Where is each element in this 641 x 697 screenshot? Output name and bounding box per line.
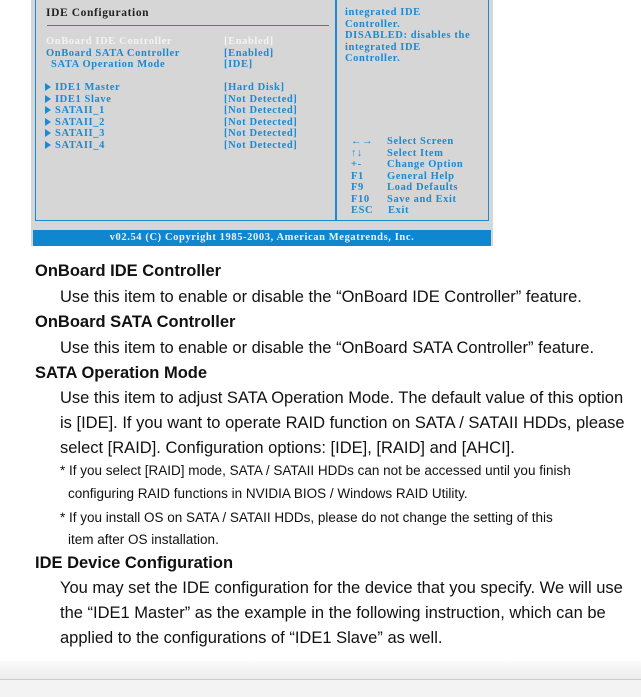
device-value: [Hard Disk]	[224, 82, 285, 93]
heading-ide-device: IDE Device Configuration	[35, 554, 234, 572]
key-name: ESC	[351, 205, 374, 216]
submenu-arrow-icon	[45, 118, 51, 126]
setting-label: OnBoard SATA Controller	[46, 48, 180, 59]
panel-divider	[335, 0, 337, 220]
heading-onboard-ide: OnBoard IDE Controller	[35, 262, 222, 280]
bios-title: IDE Configuration	[46, 7, 150, 19]
key-desc: General Help	[387, 171, 455, 182]
taskbar	[0, 680, 641, 697]
key-name: F9	[351, 182, 364, 193]
key-name: ←→	[351, 136, 374, 147]
paragraph-line: You may set the IDE configuration for the device that you specify. We will use	[60, 579, 623, 597]
key-desc: Save and Exit	[387, 194, 457, 205]
help-line: Controller.	[345, 18, 401, 30]
device-label: SATAII_4	[55, 140, 105, 151]
setting-label: SATA Operation Mode	[51, 59, 166, 70]
paragraph: Use this item to enable or disable the “OnBoard IDE Controller” feature.	[60, 288, 582, 306]
setting-onboard-sata[interactable]	[46, 48, 274, 59]
note-line: * If you select [RAID] mode, SATA / SATAII HDDs can not be accessed until you finish	[60, 463, 571, 478]
note-line: configuring RAID functions in NVIDIA BIOS / Windows RAID Utility.	[68, 486, 468, 501]
key-legend	[351, 205, 410, 216]
paragraph: Use this item to enable or disable the “OnBoard SATA Controller” feature.	[60, 339, 595, 357]
help-line: integrated IDE	[345, 7, 421, 18]
key-legend	[351, 171, 455, 182]
device-value: [Not Detected]	[224, 94, 298, 105]
paragraph-line: is [IDE]. If you want to operate RAID function on SATA / SATAII HDDs, please	[60, 414, 625, 432]
key-desc: Change Option	[387, 159, 464, 170]
device-sataii-1[interactable]	[45, 105, 298, 116]
setting-sata-mode[interactable]	[51, 59, 253, 70]
key-name: +-	[351, 159, 362, 170]
submenu-arrow-icon	[45, 106, 51, 114]
paragraph-line: select [RAID]. Configuration options: [IDE], [RAID] and [AHCI].	[60, 439, 515, 457]
device-value: [Not Detected]	[224, 128, 298, 139]
device-value: [Not Detected]	[224, 140, 298, 151]
key-legend	[351, 182, 459, 193]
paragraph-line: applied to the configurations of “IDE1 Slave” as well.	[60, 629, 443, 647]
key-desc: Load Defaults	[387, 182, 459, 193]
device-sataii-4[interactable]	[45, 140, 298, 151]
submenu-arrow-icon	[45, 95, 51, 103]
device-label: SATAII_2	[55, 117, 105, 128]
title-underline	[47, 25, 329, 26]
setting-value: [Enabled]	[224, 36, 274, 47]
key-legend	[351, 148, 444, 159]
key-desc: Exit	[388, 205, 410, 216]
device-ide1-master[interactable]	[45, 82, 285, 93]
viewer-toolbar	[0, 661, 641, 680]
help-line: Controller.	[345, 53, 401, 64]
setting-value: [Enabled]	[224, 48, 274, 59]
key-name: F10	[351, 194, 370, 205]
key-legend	[351, 194, 457, 205]
device-ide1-slave[interactable]	[45, 94, 298, 105]
key-name: F1	[351, 171, 364, 182]
heading-sata-mode: SATA Operation Mode	[35, 364, 208, 382]
device-value: [Not Detected]	[224, 105, 298, 116]
key-name: ↑↓	[351, 148, 363, 159]
setting-onboard-ide[interactable]	[46, 36, 274, 47]
key-desc: Select Item	[387, 148, 444, 159]
note-line: * If you install OS on SATA / SATAII HDDs, please do not change the setting of this	[60, 510, 553, 525]
note-line: item after OS installation.	[68, 532, 219, 547]
device-sataii-3[interactable]	[45, 128, 298, 139]
paragraph-line: the “IDE1 Master” as the example in the following instruction, which can be	[60, 604, 606, 622]
device-value: [Not Detected]	[224, 117, 298, 128]
heading-onboard-sata: OnBoard SATA Controller	[35, 313, 236, 331]
bios-screenshot	[31, 0, 493, 246]
setting-label: OnBoard IDE Controller	[46, 36, 173, 47]
device-label: SATAII_3	[55, 128, 105, 139]
device-sataii-2[interactable]	[45, 117, 298, 128]
bios-copyright-bar: v02.54 (C) Copyright 1985-2003, American Megatrends, Inc.	[33, 230, 491, 246]
device-label: IDE1 Master	[55, 82, 121, 93]
help-text	[345, 7, 470, 65]
key-legend	[351, 136, 454, 147]
paragraph-line: Use this item to adjust SATA Operation Mode. The default value of this option	[60, 389, 624, 407]
key-desc: Select Screen	[387, 136, 454, 147]
setting-value: [IDE]	[224, 59, 253, 70]
help-line: integrated IDE	[345, 41, 421, 53]
key-legend	[351, 159, 464, 170]
submenu-arrow-icon	[45, 129, 51, 137]
submenu-arrow-icon	[45, 141, 51, 149]
device-label: IDE1 Slave	[55, 94, 112, 105]
device-label: SATAII_1	[55, 105, 105, 116]
help-line: DISABLED: disables the	[345, 30, 471, 41]
submenu-arrow-icon	[45, 83, 51, 91]
